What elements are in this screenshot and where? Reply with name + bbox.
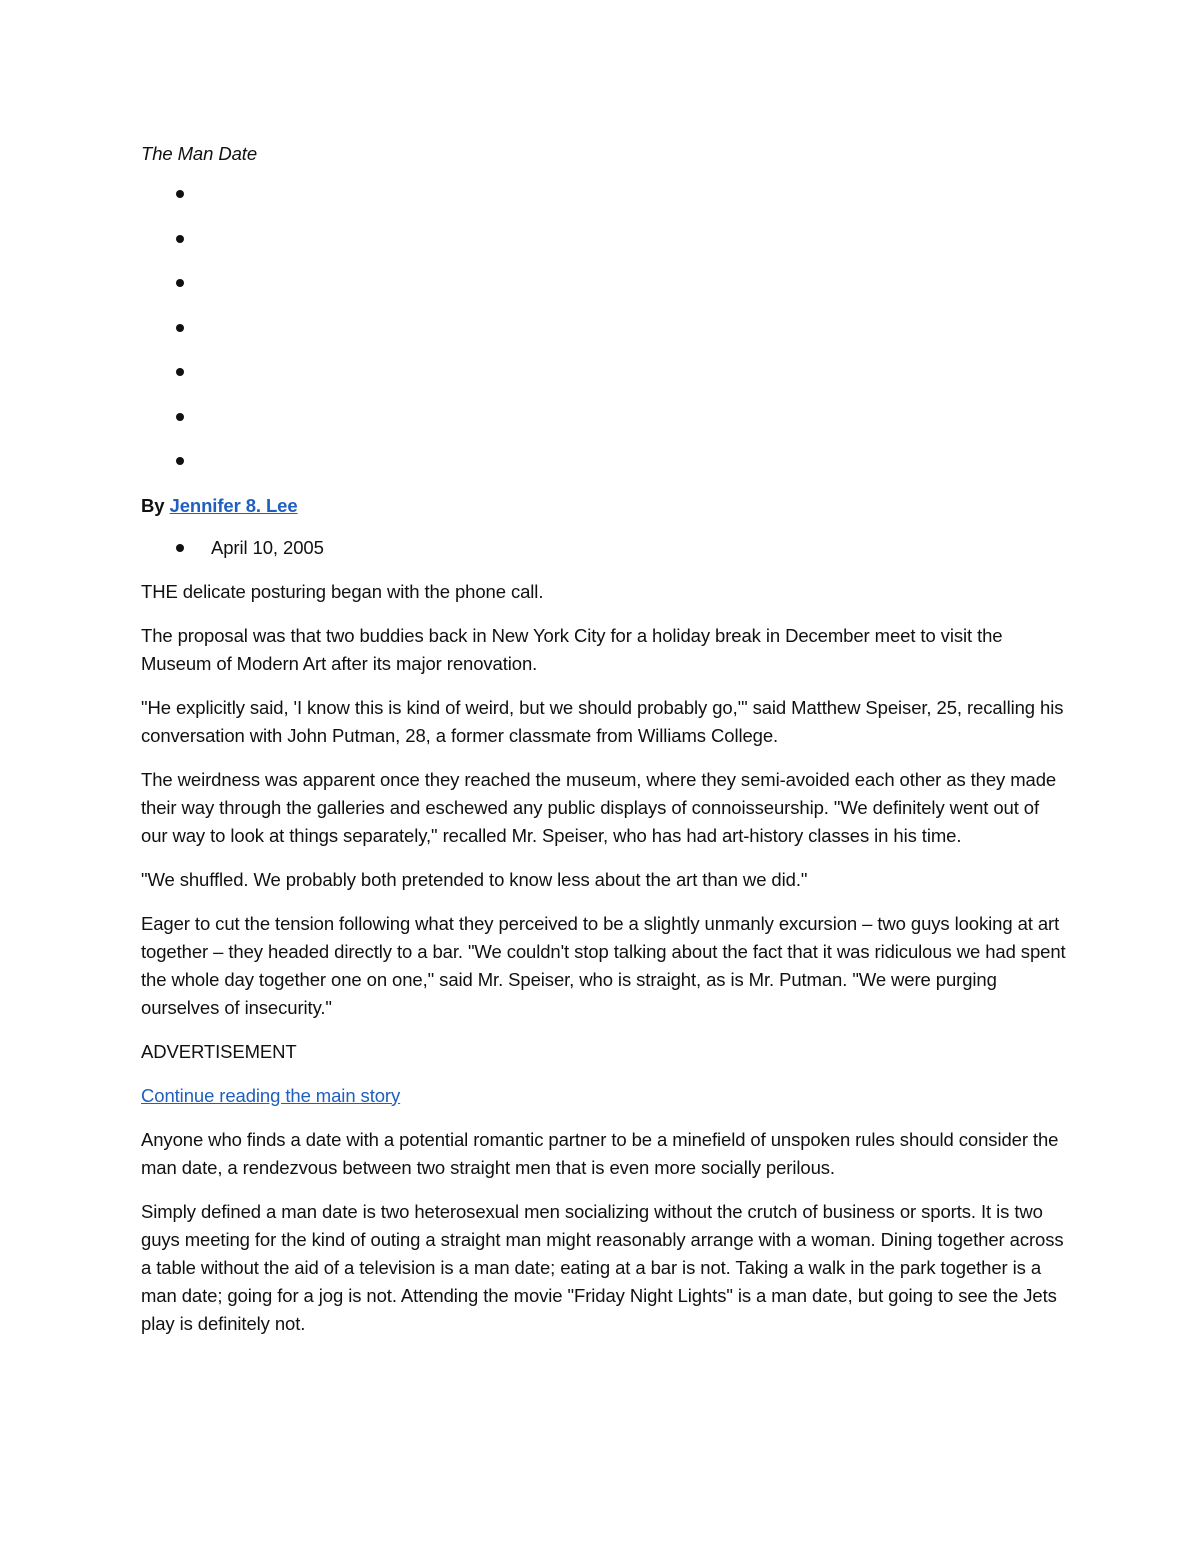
bullet-dot-icon [176, 324, 184, 332]
document-page [141, 140, 1066, 1354]
empty-bullet-list [141, 178, 1066, 490]
body-paragraph: Eager to cut the tension following what they perceived to be a slightly unmanly excursion – two guys looking at art together – they headed directly to a bar. "We couldn't stop talking about the fact that it was ridiculous we had spent the whole day together one on one," said Mr. Speiser, who is straight, as is Mr. Putman. "We were purging ourselves of insecurity." [141, 912, 1066, 1018]
empty-bullet-item [141, 267, 1066, 312]
bullet-dot-icon [176, 279, 184, 287]
bullet-dot-icon [176, 235, 184, 243]
advertisement-label: ADVERTISEMENT [141, 1040, 297, 1062]
body-paragraph: Anyone who finds a date with a potential romantic partner to be a minefield of unspoken rules should consider the man date, a rendezvous between two straight men that is even more socially perilous. [141, 1128, 1059, 1178]
continue-reading-link[interactable]: Continue reading the main story [141, 1084, 401, 1106]
body-paragraph: THE delicate posturing began with the phone call. [141, 580, 544, 602]
body-paragraph: "We shuffled. We probably both pretended to know less about the art than we did." [141, 868, 808, 890]
byline [141, 492, 1066, 520]
bullet-dot-icon [176, 544, 184, 552]
body-paragraph: The proposal was that two buddies back in New York City for a holiday break in December meet to visit the Museum of Modern Art after its major renovation. [141, 624, 1003, 674]
article-date: April 10, 2005 [211, 536, 324, 558]
empty-bullet-item [141, 445, 1066, 490]
empty-bullet-item [141, 178, 1066, 223]
date-list-item [141, 534, 1066, 562]
bullet-dot-icon [176, 190, 184, 198]
bullet-dot-icon [176, 457, 184, 465]
empty-bullet-item [141, 223, 1066, 268]
byline-prefix: By [141, 494, 165, 516]
body-paragraph: The weirdness was apparent once they reached the museum, where they semi-avoided each other as they made their way through the galleries and eschewed any public displays of connoisseurship. "We definitely went out of our way to look at things separately," recalled Mr. Speiser, who has had art-history classes in his time. [141, 768, 1057, 846]
empty-bullet-item [141, 401, 1066, 446]
empty-bullet-item [141, 356, 1066, 401]
body-paragraph: "He explicitly said, 'I know this is kind of weird, but we should probably go,'" said Matthew Speiser, 25, recalling his conversation with John Putman, 28, a former classmate from Williams College. [141, 696, 1064, 746]
empty-bullet-item [141, 312, 1066, 357]
body-paragraph: Simply defined a man date is two heterosexual men socializing without the crutch of business or sports. It is two guys meeting for the kind of outing a straight man might reasonably arrange with a woman. Dining together across a table without the aid of a television is a man date; eating at a bar is not. Taking a walk in the park together is a man date; going for a jog is not. Attending the movie "Friday Night Lights" is a man date, but going to see the Jets play is definitely not. [141, 1200, 1064, 1334]
bullet-dot-icon [176, 413, 184, 421]
bullet-dot-icon [176, 368, 184, 376]
author-link[interactable]: Jennifer 8. Lee [169, 494, 298, 516]
article-title: The Man Date [141, 143, 258, 164]
